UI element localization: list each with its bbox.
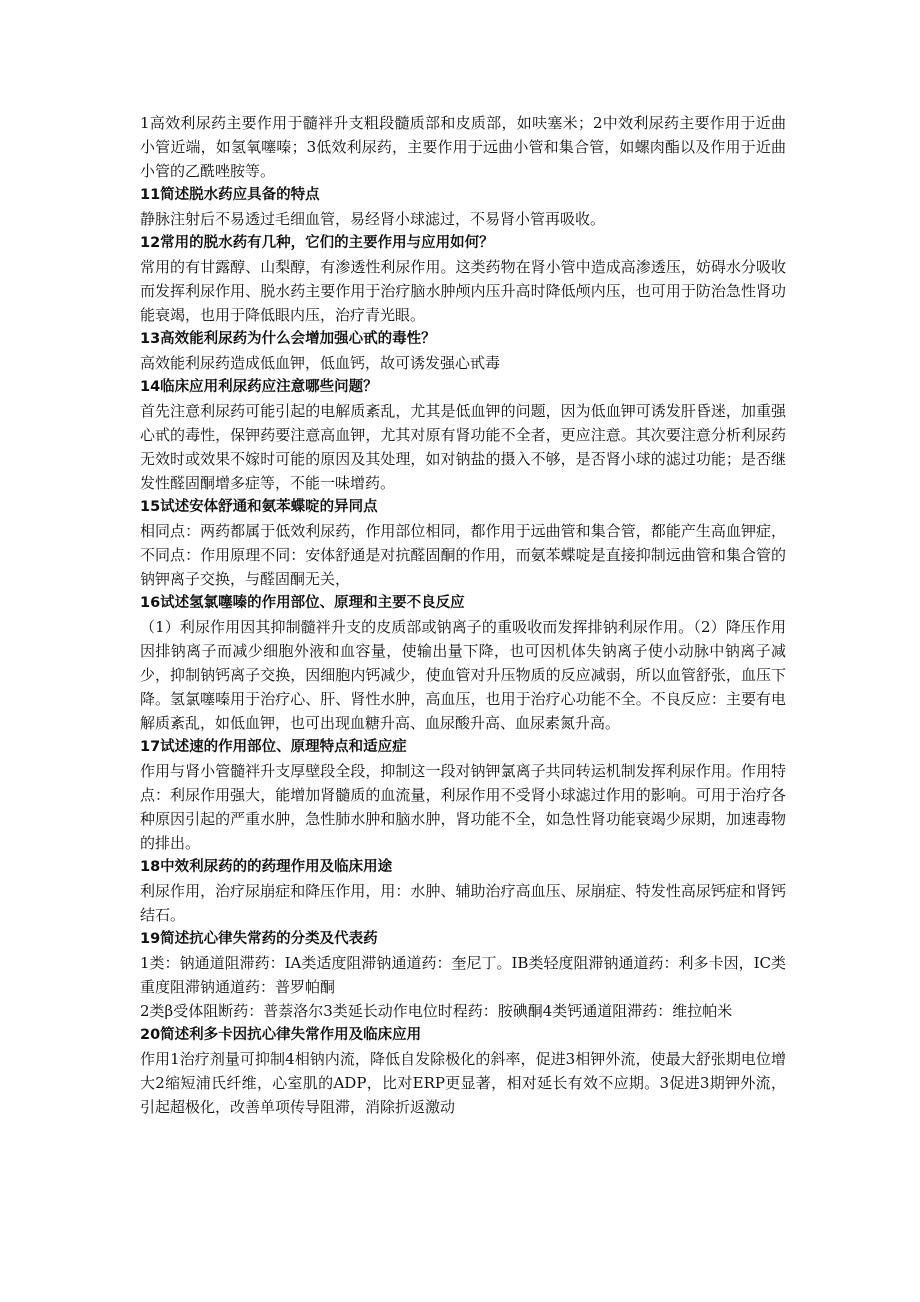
answer-q12: 常用的有甘露醇、山梨醇，有渗透性利尿作用。这类药物在肾小管中造成高渗透压，妨碍水分吸收而发挥利尿作用、脱水药主要作用于治疗脑水肿颅内压升高时降低颅内压，也可用于防治急性肾功能衰竭，也用于降低眼内压，治疗青光眼。 xyxy=(140,258,786,324)
heading-q12: 12常用的脱水药有几种，它们的主要作用与应用如何？ xyxy=(140,235,494,251)
heading-q19: 19简述抗心律失常药的分类及代表药 xyxy=(140,931,378,947)
answer-q19-part2: 2类β受体阻断药：普萘洛尔3类延长动作电位时程药：胺碘酮4类钙通道阻滞药：维拉帕米 xyxy=(140,1002,733,1020)
heading-q20: 20简述利多卡因抗心律失常作用及临床应用 xyxy=(140,1027,422,1043)
heading-q15: 15试述安体舒通和氨苯蝶啶的异同点 xyxy=(140,499,378,515)
answer-q14: 首先注意利尿药可能引起的电解质紊乱，尤其是低血钾的问题，因为低血钾可诱发肝昏迷，加重强心甙的毒性，保钾药要注意高血钾，尤其对原有肾功能不全者，更应注意。其次要注意分析利尿药无效时或效果不嫁时可能的原因及其处理，如对钠盐的摄入不够，是否肾小球的滤过功能；是否继发性醛固酮增多症等，不能一味增药。 xyxy=(140,402,786,492)
answer-q16: （1）利尿作用因其抑制髓袢升支的皮质部或钠离子的重吸收而发挥排钠利尿作用。（2）降压作用因排钠离子而减少细胞外液和血容量，使输出量下降，也可因机体失钠离子使小动脉中钠离子减少，抑制钠钙离子交换，因细胞内钙减少，使血管对升压物质的反应减弱，所以血管舒张，血压下降。氢氯噻嗪用于治疗心、肝、肾性水肿，高血压，也用于治疗心功能不全。不良反应：主要有电解质紊乱，如低血钾，也可出现血糖升高、血尿酸升高、血尿素氮升高。 xyxy=(140,618,786,732)
answer-q13: 高效能利尿药造成低血钾，低血钙，故可诱发强心甙毒 xyxy=(140,354,501,372)
document-page xyxy=(140,111,786,1119)
answer-q11: 静脉注射后不易透过毛细血管，易经肾小球滤过，不易肾小管再吸收。 xyxy=(140,210,606,228)
heading-q14: 14临床应用利尿药应注意哪些问题？ xyxy=(140,379,378,395)
heading-q13: 13高效能利尿药为什么会增加强心甙的毒性？ xyxy=(140,331,436,347)
intro-paragraph: 1高效利尿药主要作用于髓袢升支粗段髓质部和皮质部，如呋塞米；2中效利尿药主要作用于近曲小管近端，如氢氧噻嗪；3低效利尿药，主要作用于远曲小管和集合管，如螺肉酯以及作用于近曲小管的乙酰唑胺等。 xyxy=(140,114,786,180)
heading-q11: 11简述脱水药应具备的特点 xyxy=(140,187,320,203)
heading-q18: 18中效利尿药的的药理作用及临床用途 xyxy=(140,859,393,875)
answer-q17: 作用与肾小管髓袢升支厚壁段全段，抑制这一段对钠钾氯离子共同转运机制发挥利尿作用。作用特点：利尿作用强大，能增加肾髓质的血流量，利尿作用不受肾小球滤过作用的影响。可用于治疗各种原因引起的严重水肿，急性肺水肿和脑水肿，肾功能不全，如急性肾功能衰竭少尿期，加速毒物的排出。 xyxy=(140,762,786,852)
answer-q15: 相同点：两药都属于低效利尿药，作用部位相同，都作用于远曲管和集合管，都能产生高血钾症，不同点：作用原理不同：安体舒通是对抗醛固酮的作用，而氨苯蝶啶是直接抑制远曲管和集合管的钠钾离子交换，与醛固酮无关， xyxy=(140,522,786,588)
answer-q18: 利尿作用，治疗尿崩症和降压作用，用：水肿、辅助治疗高血压、尿崩症、特发性高尿钙症和肾钙结石。 xyxy=(140,882,786,924)
answer-q19-part1: 1类：钠通道阻滞药：IA类适度阻滞钠通道药：奎尼丁。IB类轻度阻滞钠通道药：利多卡因，IC类重度阻滞钠通道药：普罗帕酮 xyxy=(140,954,786,996)
heading-q16: 16试述氢氯噻嗪的作用部位、原理和主要不良反应 xyxy=(140,595,465,611)
answer-q20: 作用1治疗剂量可抑制4相钠内流，降低自发除极化的斜率，促进3相钾外流，使最大舒张期电位增大2缩短浦氏纤维，心室肌的ADP，比对ERP更显著，相对延长有效不应期。3促进3期钾外流，引起超极化，改善单项传导阻滞，消除折返激动 xyxy=(140,1050,786,1116)
heading-q17: 17试述速的作用部位、原理特点和适应症 xyxy=(140,739,407,755)
